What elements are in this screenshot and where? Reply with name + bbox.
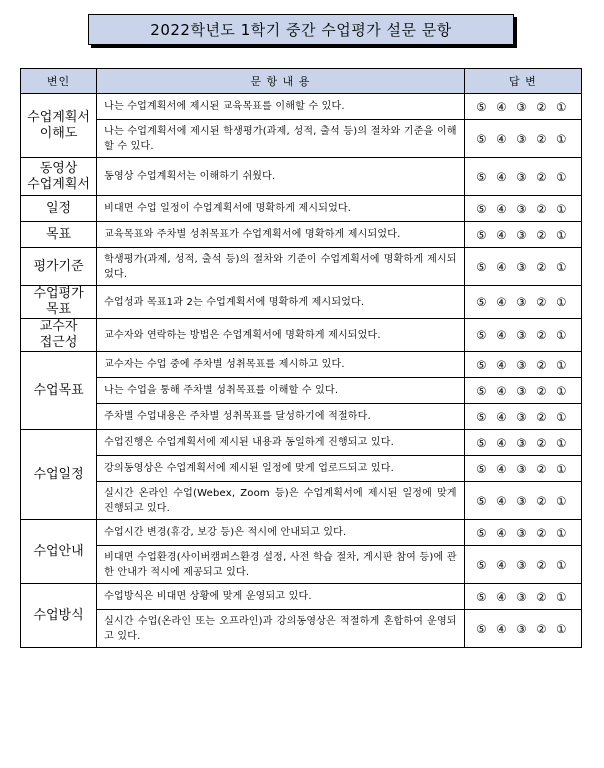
category-label: 평가기준 [33,258,84,274]
category-label: 이해도 [39,125,78,141]
rating-scale[interactable]: ⑤ ④ ③ ② ① [464,546,581,584]
category-cell [21,196,97,222]
question-text: 나는 수업계획서에 제시된 학생평가(과제, 성적, 출석 등)의 절차와 기준을 이해할 수 있다. [97,120,465,158]
rating-scale[interactable]: ⑤ ④ ③ ② ① [464,319,581,352]
question-text: 동영상 수업계획서는 이해하기 쉬웠다. [97,158,465,196]
category-label: 수업안내 [33,543,84,559]
question-text: 비대면 수업환경(사이버캠퍼스환경 설정, 사전 학습 절차, 게시판 참여 등)에 관한 안내가 적시에 제공되고 있다. [97,546,465,584]
rating-scale[interactable]: ⑤ ④ ③ ② ① [464,482,581,520]
category-label: 동영상 [39,160,78,176]
table-row [21,584,582,610]
category-label: 수업계획서 [27,176,90,192]
question-text: 학생평가(과제, 성적, 출석 등)의 절차와 기준이 수업계획서에 명확하게 제시되었다. [97,248,465,286]
question-text: 교육목표와 주차별 성취목표가 수업계획서에 명확하게 제시되었다. [97,222,465,248]
table-row [21,520,582,546]
question-text: 강의동영상은 수업계획서에 제시된 일정에 맞게 업로드되고 있다. [97,456,465,482]
table-row [21,482,582,520]
category-label: 수업목표 [33,382,84,398]
category-cell [21,352,97,430]
table-row [21,120,582,158]
category-cell [21,430,97,520]
table-row [21,456,582,482]
rating-scale[interactable]: ⑤ ④ ③ ② ① [464,352,581,378]
category-cell [21,248,97,286]
page-title-text: 2022학년도 1학기 중간 수업평가 설문 문항 [150,21,452,39]
category-label: 목표 [46,226,72,242]
question-text: 교수자와 연락하는 방법은 수업계획서에 명확하게 제시되었다. [97,319,465,352]
category-label: 수업계획서 [27,109,90,125]
category-cell [21,584,97,648]
header-question: 문 항 내 용 [97,69,465,94]
category-cell [21,94,97,158]
category-cell [21,319,97,352]
question-text: 실시간 온라인 수업(Webex, Zoom 등)은 수업계획서에 제시된 일정에 맞게 진행되고 있다. [97,482,465,520]
category-label: 교수자 [39,319,78,334]
category-label: 수업일정 [33,466,84,482]
table-header-row [21,69,582,94]
question-text: 나는 수업을 통해 주차별 성취목표를 이해할 수 있다. [97,378,465,404]
question-text: 비대면 수업 일정이 수업계획서에 명확하게 제시되었다. [97,196,465,222]
question-text: 수업시간 변경(휴강, 보강 등)은 적시에 안내되고 있다. [97,520,465,546]
category-label: 수업방식 [33,607,84,623]
question-text: 수업성과 목표1과 2는 수업계획서에 명확하게 제시되었다. [97,286,465,319]
survey-body [21,94,582,648]
question-text: 나는 수업계획서에 제시된 교육목표를 이해할 수 있다. [97,94,465,120]
survey-table [20,68,582,648]
category-label: 일정 [46,200,72,216]
rating-scale[interactable]: ⑤ ④ ③ ② ① [464,430,581,456]
page-title [88,14,514,45]
rating-scale[interactable]: ⑤ ④ ③ ② ① [464,120,581,158]
category-label: 목표 [46,302,72,317]
rating-scale[interactable]: ⑤ ④ ③ ② ① [464,196,581,222]
table-row [21,352,582,378]
table-row [21,94,582,120]
question-text: 수업방식은 비대면 상황에 맞게 운영되고 있다. [97,584,465,610]
rating-scale[interactable]: ⑤ ④ ③ ② ① [464,584,581,610]
table-row [21,610,582,648]
rating-scale[interactable]: ⑤ ④ ③ ② ① [464,158,581,196]
question-text: 수업진행은 수업계획서에 제시된 내용과 동일하게 진행되고 있다. [97,430,465,456]
header-answer: 답 변 [464,69,581,94]
table-row [21,378,582,404]
category-cell [21,222,97,248]
table-row [21,319,582,352]
table-row [21,546,582,584]
rating-scale[interactable]: ⑤ ④ ③ ② ① [464,456,581,482]
rating-scale[interactable]: ⑤ ④ ③ ② ① [464,520,581,546]
rating-scale[interactable]: ⑤ ④ ③ ② ① [464,222,581,248]
table-row [21,404,582,430]
table-row [21,248,582,286]
category-label: 접근성 [39,335,78,350]
rating-scale[interactable]: ⑤ ④ ③ ② ① [464,610,581,648]
table-row [21,196,582,222]
table-row [21,430,582,456]
question-text: 교수자는 수업 중에 주차별 성취목표를 제시하고 있다. [97,352,465,378]
category-cell [21,520,97,584]
rating-scale[interactable]: ⑤ ④ ③ ② ① [464,378,581,404]
category-cell [21,158,97,196]
category-cell [21,286,97,319]
table-row [21,158,582,196]
rating-scale[interactable]: ⑤ ④ ③ ② ① [464,286,581,319]
table-row [21,222,582,248]
table-row [21,286,582,319]
rating-scale[interactable]: ⑤ ④ ③ ② ① [464,248,581,286]
rating-scale[interactable]: ⑤ ④ ③ ② ① [464,94,581,120]
rating-scale[interactable]: ⑤ ④ ③ ② ① [464,404,581,430]
question-text: 주차별 수업내용은 주차별 성취목표를 달성하기에 적절하다. [97,404,465,430]
category-label: 수업평가 [33,286,84,301]
header-category: 변인 [21,69,97,94]
question-text: 실시간 수업(온라인 또는 오프라인)과 강의동영상은 적절하게 혼합하여 운영되고 있다. [97,610,465,648]
